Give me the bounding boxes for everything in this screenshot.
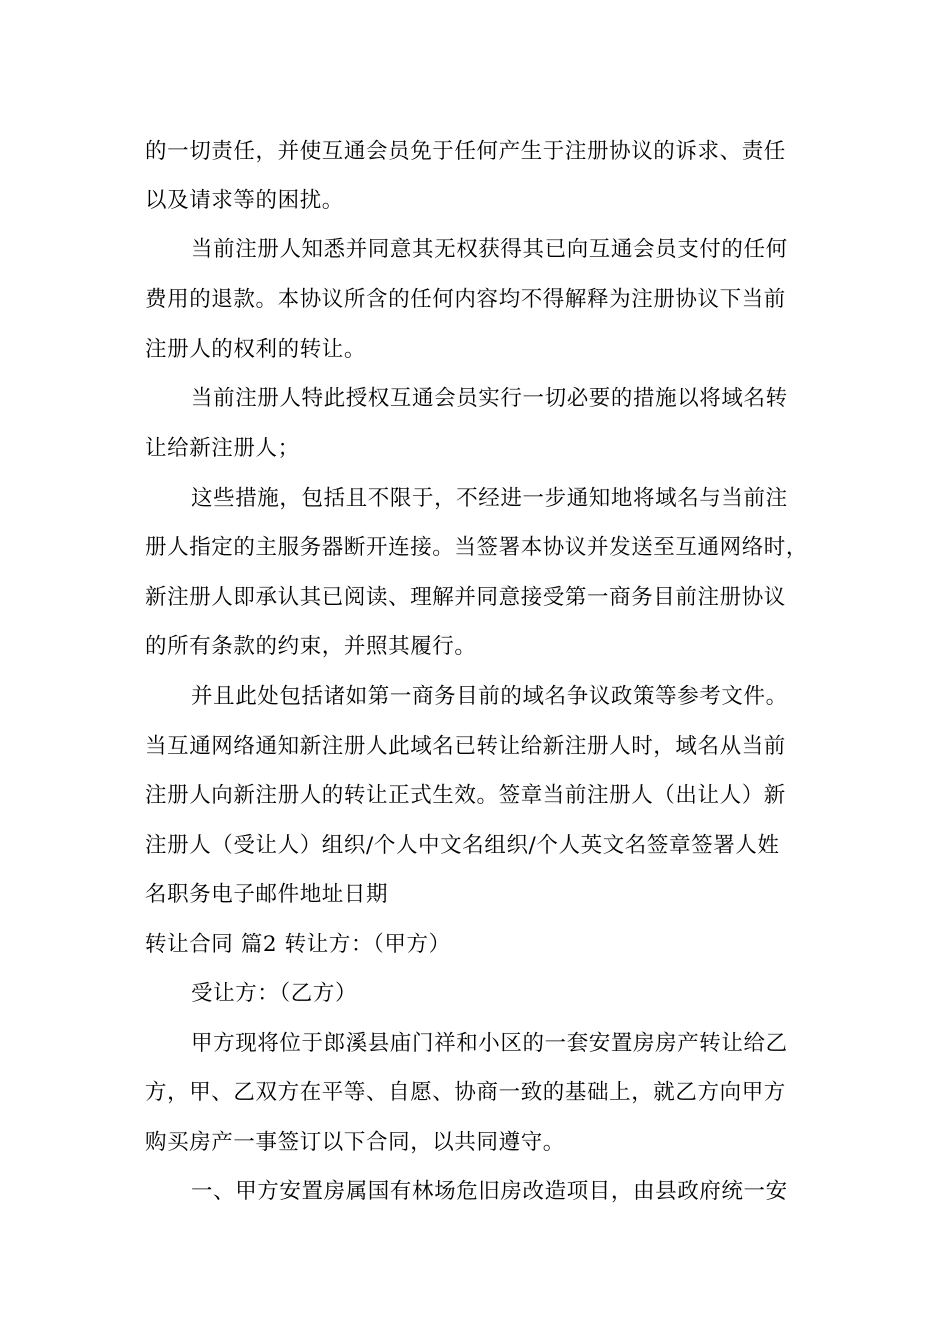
text-line: 的所有条款的约束，并照其履行。 bbox=[145, 634, 477, 659]
text-line: 这些措施，包括且不限于，不经进一步通知地将域名与当前注 bbox=[191, 486, 788, 511]
text-line: 方，甲、乙双方在平等、自愿、协商一致的基础上，就乙方向甲方 bbox=[145, 1080, 786, 1105]
text-line: 并且此处包括诸如第一商务目前的域名争议政策等参考文件。 bbox=[191, 684, 788, 709]
text-line: 当互通网络通知新注册人此域名已转让给新注册人时，域名从当前 bbox=[145, 734, 786, 759]
text-line: 注册人的权利的转让。 bbox=[145, 337, 367, 362]
text-line: 注册人向新注册人的转让正式生效。签章当前注册人（出让人）新 bbox=[145, 783, 786, 808]
text-line: 名职务电子邮件地址日期 bbox=[145, 882, 389, 907]
text-line: 让给新注册人； bbox=[145, 436, 300, 461]
text-line: 当前注册人特此授权互通会员实行一切必要的措施以将域名转 bbox=[191, 386, 788, 411]
section-heading: 转让合同 篇2 转让方：（甲方） bbox=[145, 932, 451, 957]
text-line: 注册人（受让人）组织/个人中文名组织/个人英文名签章签署人姓 bbox=[145, 833, 780, 858]
text-line: 甲方现将位于郎溪县庙门祥和小区的一套安置房房产转让给乙 bbox=[191, 1031, 788, 1056]
text-line: 费用的退款。本协议所含的任何内容均不得解释为注册协议下当前 bbox=[145, 287, 786, 312]
text-line: 的一切责任，并使互通会员免于任何产生于注册协议的诉求、责任 bbox=[145, 139, 786, 164]
text-line: 以及请求等的困扰。 bbox=[145, 188, 344, 213]
text-line: 购买房产一事签订以下合同，以共同遵守。 bbox=[145, 1130, 565, 1155]
text-line: 册人指定的主服务器断开连接。当签署本协议并发送至互通网络时， bbox=[145, 535, 809, 560]
text-line: 新注册人即承认其已阅读、理解并同意接受第一商务目前注册协议 bbox=[145, 585, 786, 610]
text-line: 一、甲方安置房属国有林场危旧房改造项目，由县政府统一安 bbox=[191, 1179, 788, 1204]
text-line: 当前注册人知悉并同意其无权获得其已向互通会员支付的任何 bbox=[191, 237, 788, 262]
text-line: 受让方：（乙方） bbox=[191, 981, 358, 1006]
